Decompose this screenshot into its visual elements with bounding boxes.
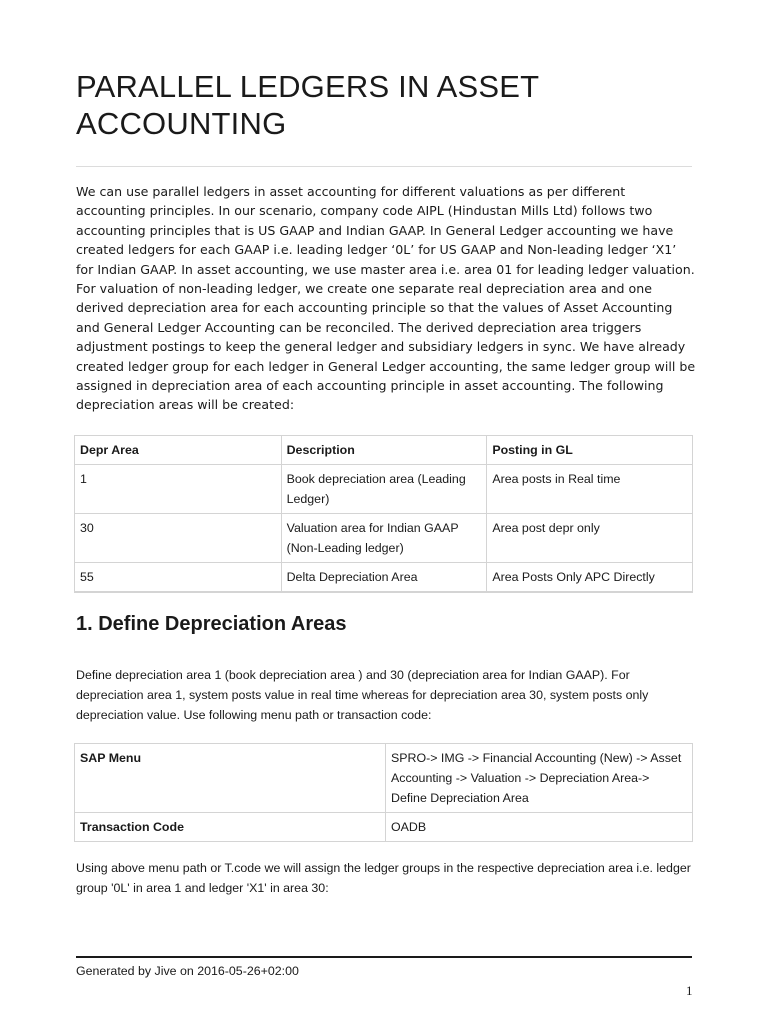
page-title: PARALLEL LEDGERS IN ASSET ACCOUNTING: [76, 69, 539, 141]
column-header-posting-in-gl: Posting in GL: [487, 436, 693, 465]
column-header-description: Description: [281, 436, 487, 465]
table-cell-empty: [75, 592, 282, 593]
column-header-depr-area: Depr Area: [75, 436, 282, 465]
table-cell: Book depreciation area (Leading Ledger): [281, 465, 487, 514]
table-row: [75, 744, 693, 813]
table-cell: 1: [75, 465, 282, 514]
row-label-sap-menu: SAP Menu: [75, 744, 386, 813]
title-divider: [76, 166, 692, 167]
table-cell: Valuation area for Indian GAAP (Non-Leading ledger): [281, 514, 487, 563]
table-row: [75, 563, 693, 592]
table-cell-empty: [281, 592, 487, 593]
intro-paragraph: We can use parallel ledgers in asset accounting for different valuations as per different accounting principles. In our scenario, company code AIPL (Hindustan Mills Ltd) follows two accounting principles that is US GAAP and Indian GAAP. In General Ledger accounting we have created ledgers for each GAAP i.e. leading ledger ‘0L’ for US GAAP and Non-leading ledger ‘X1’ for Indian GAAP. In asset accounting, we use master area i.e. area 01 for leading ledger valuation. For valuation of non-leading ledger, we create one separate real depreciation area and one derived depreciation area for each accounting principle so that the values of Asset Accounting and General Ledger Accounting can be reconciled. The derived depreciation area triggers adjustment postings to keep the general ledger and subsidiary ledgers in sync. We have already created ledger group for each ledger in General Ledger accounting, the same ledger group will be assigned in depreciation area of each accounting principle in asset accounting. The following depreciation areas will be created:: [76, 184, 696, 413]
table-header-row: [75, 436, 693, 465]
depreciation-areas-table: [74, 435, 693, 593]
table-empty-row: [75, 592, 693, 593]
table-cell-empty: [487, 592, 693, 593]
transaction-code-value: OADB: [386, 813, 693, 842]
menu-path-value: SPRO-> IMG -> Financial Accounting (New) -> Asset Accounting -> Valuation -> Depreciation Area-> Define Depreciation Area: [386, 744, 693, 813]
table-cell: 30: [75, 514, 282, 563]
section-paragraph: Define depreciation area 1 (book depreciation area ) and 30 (depreciation area for Indian GAAP). For depreciation area 1, system posts value in real time whereas for depreciation area 30, system posts only depreciation value. Use following menu path or transaction code:: [76, 668, 649, 722]
table-cell: Area Posts Only APC Directly: [487, 563, 693, 592]
footer-generated-by: Generated by Jive on 2016-05-26+02:00: [76, 964, 299, 978]
section-heading: 1. Define Depreciation Areas: [76, 613, 347, 635]
table-row: [75, 813, 693, 842]
table-cell: Area posts in Real time: [487, 465, 693, 514]
footer-divider: [76, 956, 692, 958]
row-label-transaction-code: Transaction Code: [75, 813, 386, 842]
page-number: 1: [686, 983, 693, 998]
table-cell: Delta Depreciation Area: [281, 563, 487, 592]
closing-paragraph: Using above menu path or T.code we will assign the ledger groups in the respective depreciation area i.e. ledger group '0L' in area 1 and ledger 'X1' in area 30:: [76, 861, 691, 895]
table-cell: 55: [75, 563, 282, 592]
table-row: [75, 514, 693, 563]
menu-path-table: [74, 743, 693, 842]
table-cell: Area post depr only: [487, 514, 693, 563]
table-row: [75, 465, 693, 514]
